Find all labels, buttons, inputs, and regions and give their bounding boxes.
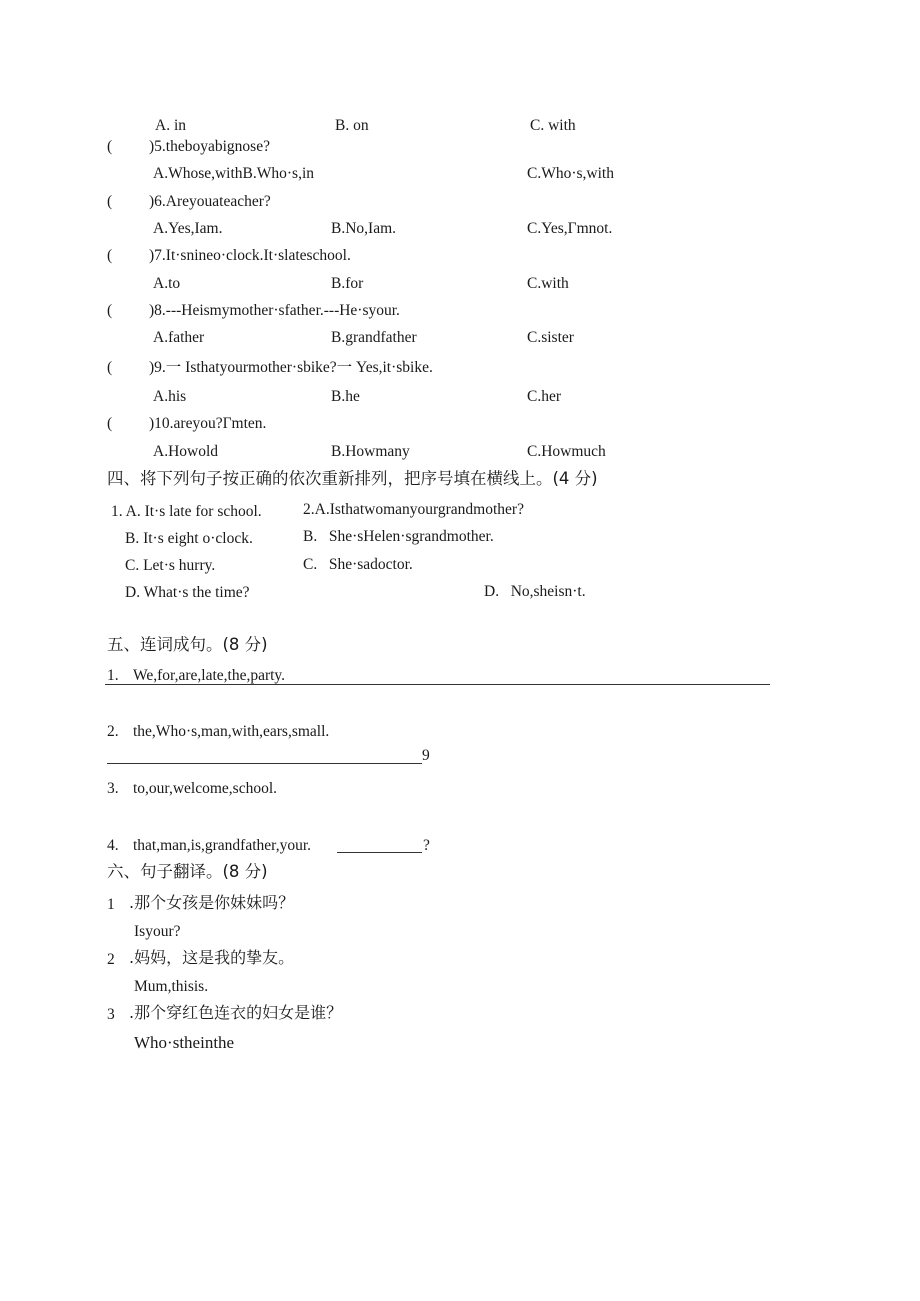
sentence-item: 2.A.Isthatwomanyourgrandmother? — [303, 501, 524, 518]
option-c: C.with — [527, 275, 569, 292]
answer-paren: ( — [107, 193, 113, 210]
answer-paren: ( — [107, 138, 113, 155]
option-b: B.Howmany — [331, 443, 410, 460]
answer-paren: ( — [107, 247, 113, 264]
option-a: A.father — [153, 329, 205, 346]
question-stem: )9.一 Isthatyourmother·sbike?一 Yes,it·sbike. — [149, 359, 433, 376]
word-list: that,man,is,grandfather,your. — [133, 837, 312, 854]
item-number: 3 — [107, 1006, 115, 1023]
answer-line[interactable] — [337, 852, 422, 853]
question-stem: )6.Areyouateacher? — [149, 193, 271, 210]
answer-line[interactable] — [105, 684, 770, 685]
option-c: C.her — [527, 388, 562, 405]
sentence-item: C. Let·s hurry. — [125, 557, 216, 574]
question-stem: )7.It·snineo·clock.It·slateschool. — [149, 247, 351, 264]
option-a: A. in — [155, 117, 186, 134]
option-c: C.Who·s,with — [527, 165, 614, 182]
word-list: to,our,welcome,school. — [133, 780, 278, 797]
line-end-mark: ? — [423, 837, 430, 854]
option-b: B. on — [335, 117, 369, 134]
answer-paren: ( — [107, 415, 113, 432]
option-c: C.Howmuch — [527, 443, 606, 460]
line-end-mark: 9 — [422, 747, 430, 764]
item-number: 2 — [107, 951, 115, 968]
word-list: the,Who·s,man,with,ears,small. — [133, 723, 330, 740]
section-5-title: 五、连词成句。(8 分) — [107, 635, 268, 654]
option-a: A.Whose,withB.Who·s,in — [153, 165, 315, 182]
item-number: 1. — [107, 667, 119, 684]
sentence-item: D. No,sheisn·t. — [484, 583, 586, 600]
sentence-item: C. She·sadoctor. — [303, 556, 413, 573]
word-list: We,for,are,late,the,party. — [133, 667, 286, 684]
option-a: A.Yes,Iam. — [153, 220, 223, 237]
section-4-title: 四、将下列句子按正确的依次重新排列，把序号填在横线上。(4 分) — [107, 469, 598, 488]
chinese-sentence: .那个穿红色连衣的妇女是谁？ — [129, 1003, 343, 1022]
item-number: 4. — [107, 837, 119, 854]
english-answer: Mum,thisis. — [134, 978, 209, 995]
option-c: C.Yes,Γmnot. — [527, 220, 613, 237]
answer-paren: ( — [107, 359, 113, 376]
option-c: C.sister — [527, 329, 574, 346]
section-6-title: 六、句子翻译。(8 分) — [107, 862, 268, 881]
sentence-item: B. She·sHelen·sgrandmother. — [303, 528, 494, 545]
item-number: 3. — [107, 780, 119, 797]
question-stem: )8.---Heismymother·sfather.---He·syour. — [149, 302, 400, 319]
question-stem: )10.areyou?Γmten. — [149, 415, 267, 432]
option-b: B.he — [331, 388, 360, 405]
option-a: A.to — [153, 275, 181, 292]
item-number: 1 — [107, 896, 115, 913]
answer-paren: ( — [107, 302, 113, 319]
sentence-item: D. What·s the time? — [125, 584, 250, 601]
sentence-item: 1. A. It·s late for school. — [111, 503, 262, 520]
item-number: 2. — [107, 723, 119, 740]
option-b: B.grandfather — [331, 329, 417, 346]
option-a: A.his — [153, 388, 187, 405]
option-a: A.Howold — [153, 443, 219, 460]
question-stem: )5.theboyabignose? — [149, 138, 270, 155]
english-answer: Isyour? — [134, 923, 181, 940]
chinese-sentence: .妈妈，这是我的挚友。 — [129, 948, 295, 967]
option-b: B.No,Iam. — [331, 220, 397, 237]
sentence-item: B. It·s eight o·clock. — [125, 530, 253, 547]
option-c: C. with — [530, 117, 576, 134]
option-b: B.for — [331, 275, 364, 292]
answer-line[interactable] — [107, 763, 422, 764]
chinese-sentence: .那个女孩是你妹妹吗？ — [129, 893, 295, 912]
english-answer: Who·stheinthe — [134, 1033, 235, 1052]
